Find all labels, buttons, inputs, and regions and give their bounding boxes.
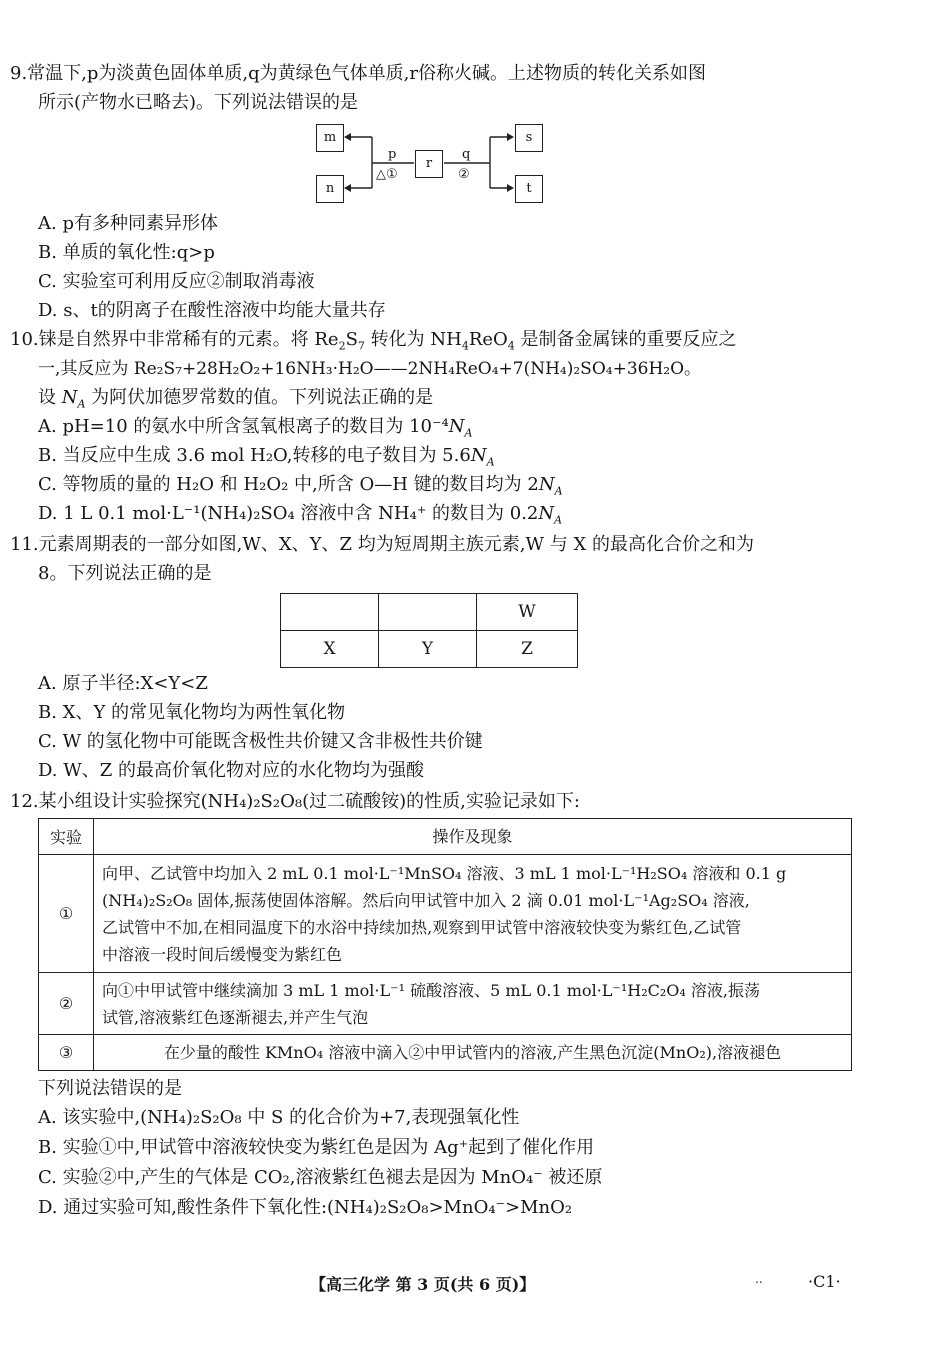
q11-stem-line1: 11.元素周期表的一部分如图,W、X、Y、Z 均为短周期主族元素,W 与 X 的最高化合价之和为 (10, 534, 754, 555)
experiment-text: 在少量的酸性 KMnO₄ 溶液中滴入②中甲试管内的溶液,产生黑色沉淀(MnO₂),溶液褪色 (94, 1035, 852, 1071)
q9-stem-line1: 9.常温下,p为淡黄色固体单质,q为黄绿色气体单质,r俗称火碱。上述物质的转化关系如图 (10, 63, 706, 84)
table-row (281, 594, 578, 631)
q11-option-c: C. W 的氢化物中可能既含极性共价键又含非极性共价键 (38, 731, 483, 752)
box-n: n (316, 175, 344, 203)
table-row (281, 631, 578, 668)
q11-option-a: A. 原子半径:X<Y<Z (38, 673, 208, 694)
experiment-text: 向①中甲试管中继续滴加 3 mL 1 mol·L⁻¹ 硫酸溶液、5 mL 0.1 mol·L⁻¹H₂C₂O₄ 溶液,振荡 试管,溶液紫红色逐渐褪去,并产生气泡 (94, 973, 852, 1035)
q11-option-d: D. W、Z 的最高价氧化物对应的水化物均为强酸 (38, 760, 424, 781)
experiment-id: ① (39, 855, 94, 973)
table-cell: W (477, 594, 578, 631)
q9-option-a: A. p有多种同素异形体 (38, 213, 218, 234)
table-row (39, 973, 852, 1035)
q10-option-d: D. 1 L 0.1 mol·L⁻¹(NH₄)₂SO₄ 溶液中含 NH₄⁺ 的数目为 $0.2N_A$ (38, 503, 563, 527)
q12-stem: 12.某小组设计实验探究(NH₄)₂S₂O₈(过二硫酸铵)的性质,实验记录如下: (10, 791, 580, 812)
q11-stem-line2: 8。下列说法正确的是 (38, 563, 212, 584)
experiment-id: ③ (39, 1035, 94, 1071)
q12-option-d: D. 通过实验可知,酸性条件下氧化性:(NH₄)₂S₂O₈>MnO₄⁻>MnO₂ (38, 1197, 573, 1218)
footer-dots: .. (755, 1272, 763, 1286)
q9-option-d: D. s、t的阴离子在酸性溶液中均能大量共存 (38, 300, 386, 321)
periodic-table-fragment (280, 593, 578, 668)
table-cell (281, 594, 379, 631)
table-cell: X (281, 631, 379, 668)
q12-option-c: C. 实验②中,产生的气体是 CO₂,溶液紫红色褪去是因为 MnO₄⁻ 被还原 (38, 1167, 603, 1188)
table-header-row (39, 819, 852, 855)
q9-conversion-diagram (310, 118, 550, 210)
table-cell (379, 594, 477, 631)
box-r: r (415, 150, 443, 178)
label-cond1: △① (376, 167, 398, 182)
label-p: p (388, 147, 397, 162)
q12-option-b: B. 实验①中,甲试管中溶液较快变为紫红色是因为 Ag⁺起到了催化作用 (38, 1137, 595, 1158)
q12-option-a: A. 该实验中,(NH₄)₂S₂O₈ 中 S 的化合价为+7,表现强氧化性 (38, 1107, 520, 1128)
q10-stem-line1: 10.铼是自然界中非常稀有的元素。将 $Re_2S_7$ 转化为 $NH_4ReO_4$ 是制备金属铼的重要反应之 (10, 329, 737, 353)
table-row (39, 1035, 852, 1071)
label-q: q (462, 147, 471, 162)
footer-code: ·C1· (808, 1272, 841, 1291)
q10-option-b: B. 当反应中生成 3.6 mol H₂O,转移的电子数目为 $5.6N_A$ (38, 445, 495, 469)
q10-stem-line3: 设 $N_A$ 为阿伏加德罗常数的值。下列说法正确的是 (38, 387, 434, 411)
experiment-text: 向甲、乙试管中均加入 2 mL 0.1 mol·L⁻¹MnSO₄ 溶液、3 mL 1 mol·L⁻¹H₂SO₄ 溶液和 0.1 g (NH₄)₂S₂O₈ 固体,振荡使固体溶解。然后向甲试管中加入 2 滴 0.01 mol·L⁻¹Ag₂SO₄ 溶液, 乙试管中不加,在相同温度下的水浴中持续加热,观察到甲试管中溶液较快变为紫红色,乙试管 中溶液一段时间后缓慢变为紫红色 (94, 855, 852, 973)
box-s: s (515, 124, 543, 152)
header-operation: 操作及现象 (94, 819, 852, 855)
box-m: m (316, 124, 344, 152)
q11-option-b: B. X、Y 的常见氧化物均为两性氧化物 (38, 702, 346, 723)
q9-option-c: C. 实验室可利用反应②制取消毒液 (38, 271, 315, 292)
q10-option-a: A. pH=10 的氨水中所含氢氧根离子的数目为 $10^{-4}N_A$ (38, 416, 473, 440)
q12-question: 下列说法错误的是 (38, 1078, 182, 1099)
q9-stem-line2: 所示(产物水已略去)。下列说法错误的是 (38, 92, 359, 113)
footer-page-label: 【高三化学 第 3 页(共 6 页)】 (310, 1275, 536, 1294)
table-row (39, 855, 852, 973)
table-cell: Z (477, 631, 578, 668)
experiment-id: ② (39, 973, 94, 1035)
experiment-table (38, 818, 852, 1071)
q10-option-c: C. 等物质的量的 H₂O 和 H₂O₂ 中,所含 O—H 键的数目均为 $2N_A$ (38, 474, 563, 498)
q9-option-b: B. 单质的氧化性:q>p (38, 242, 215, 263)
label-cond2: ② (458, 167, 470, 182)
header-experiment: 实验 (39, 819, 94, 855)
q10-equation: 一,其反应为 Re₂S₇+28H₂O₂+16NH₃·H₂O——2NH₄ReO₄+7(NH₄)₂SO₄+36H₂O。 (38, 359, 702, 379)
table-cell: Y (379, 631, 477, 668)
box-t: t (515, 175, 543, 203)
